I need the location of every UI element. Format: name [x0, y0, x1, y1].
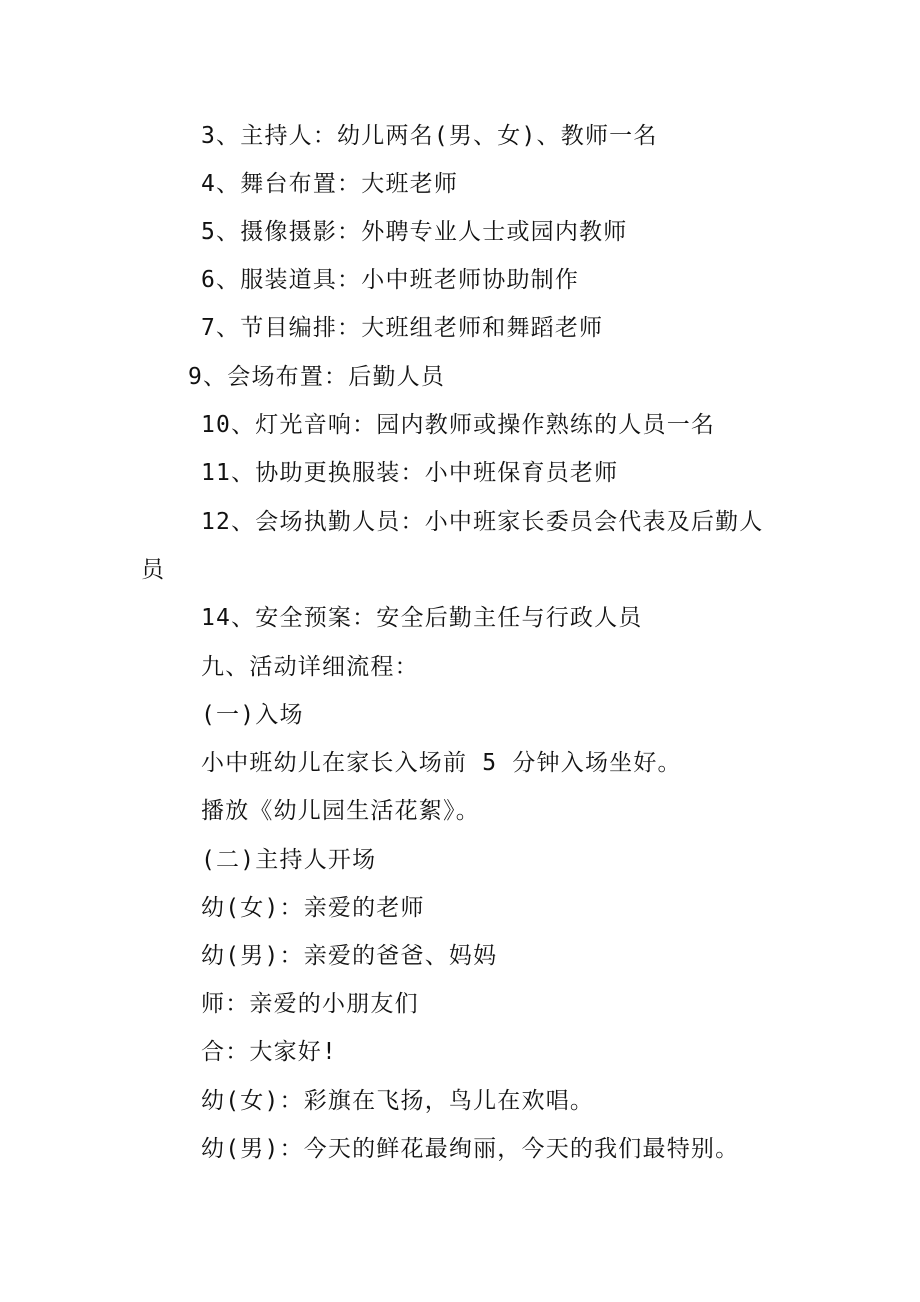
dialogue-line: 幼(男)：亲爱的爸爸、妈妈 — [201, 943, 498, 969]
section-heading-flow: 九、活动详细流程： — [201, 654, 419, 680]
list-item-venue: 9、会场布置：后勤人员 — [188, 364, 446, 390]
list-item-stage-setup: 4、舞台布置：大班老师 — [201, 171, 459, 197]
subsection-entrance: (一)入场 — [201, 702, 304, 728]
dialogue-line: 师：亲爱的小朋友们 — [201, 991, 419, 1017]
list-item-photography: 5、摄像摄影：外聘专业人士或园内教师 — [201, 219, 628, 245]
list-item-costume-change: 11、协助更换服装：小中班保育员老师 — [201, 460, 619, 486]
paragraph-entrance: 小中班幼儿在家长入场前 5 分钟入场坐好。 — [201, 750, 682, 776]
dialogue-line: 合：大家好! — [201, 1039, 338, 1065]
paragraph-video: 播放《幼儿园生活花絮》。 — [201, 798, 480, 824]
list-item-lighting: 10、灯光音响：园内教师或操作熟练的人员一名 — [201, 412, 716, 438]
dialogue-line: 幼(女)：亲爱的老师 — [201, 895, 425, 921]
dialogue-line: 幼(女)：彩旗在飞扬，鸟儿在欢唱。 — [201, 1088, 595, 1114]
list-item-safety: 14、安全预案：安全后勤主任与行政人员 — [201, 605, 643, 631]
list-item-program: 7、节目编排：大班组老师和舞蹈老师 — [201, 315, 604, 341]
list-item-host: 3、主持人：幼儿两名(男、女)、教师一名 — [201, 123, 658, 149]
subsection-opening: (二)主持人开场 — [201, 847, 377, 873]
list-item-duty-staff-wrap: 员 — [141, 557, 166, 583]
dialogue-line: 幼(男)：今天的鲜花最绚丽，今天的我们最特别。 — [201, 1136, 740, 1162]
list-item-duty-staff: 12、会场执勤人员：小中班家长委员会代表及后勤人 — [201, 509, 764, 535]
list-item-costumes: 6、服装道具：小中班老师协助制作 — [201, 267, 580, 293]
